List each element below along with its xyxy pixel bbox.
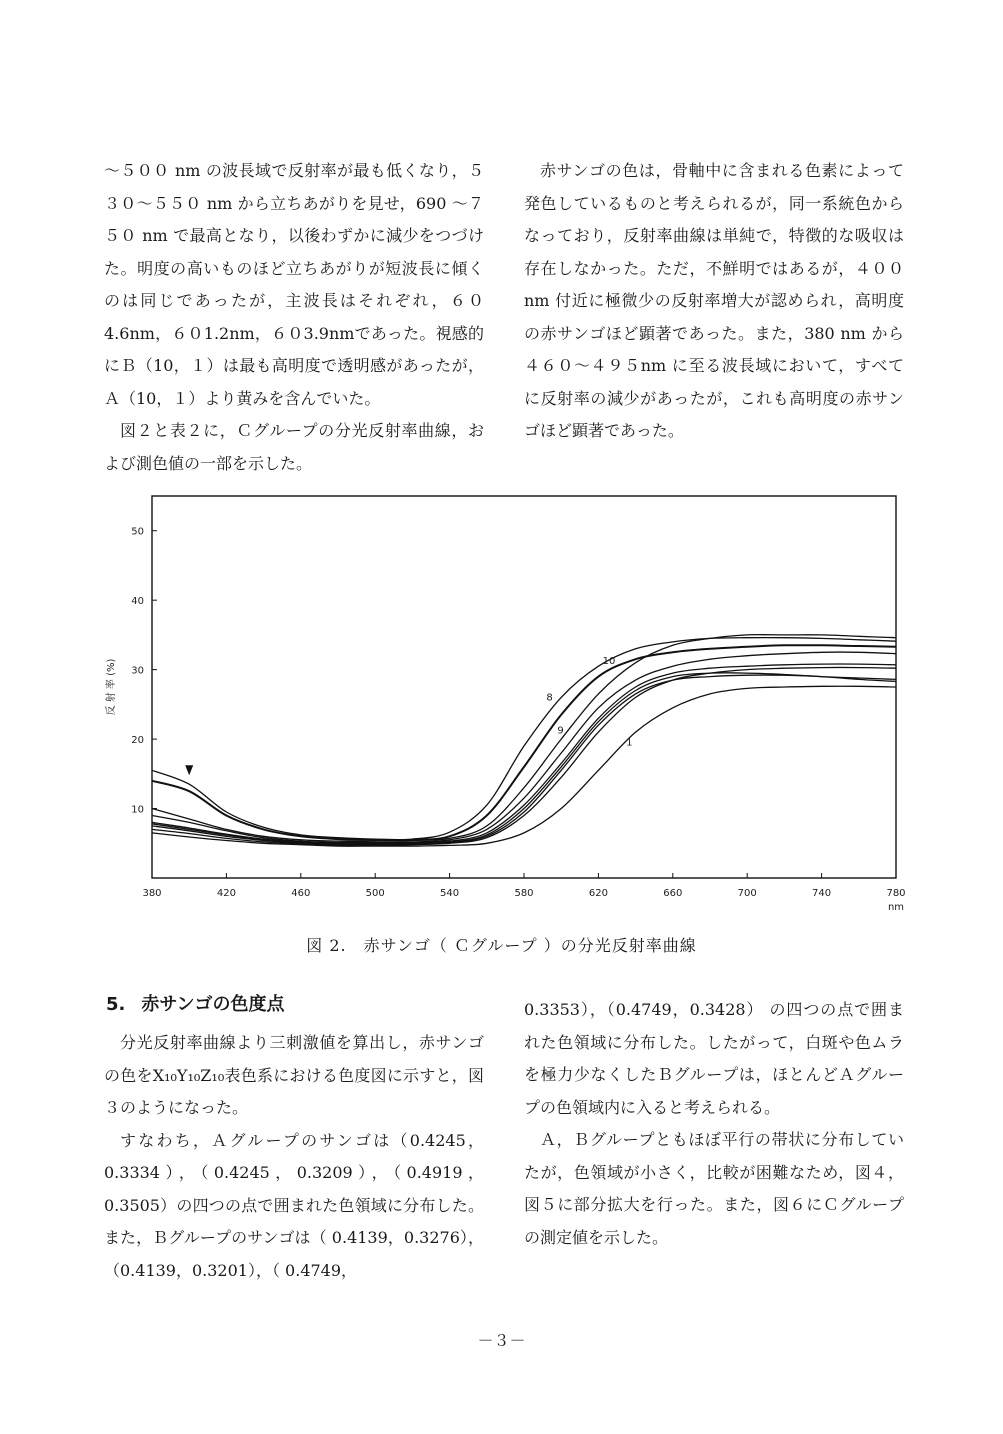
body-column-top-left [104, 155, 484, 480]
paragraph: 赤サンゴの色は，骨軸中に含まれる色素によって発色しているものと考えられるが，同一系統色からなっており，反射率曲線は単純で，特徴的な吸収は存在しなかった。ただ，不鮮明ではあるが，４００nm 付近に極微少の反射率増大が認められ，高明度の赤サンゴほど顕著であった。また，380 nm から４６０〜４９５nm に至る波長域において，すべてに反射率の減少があったが，これも高明度の赤サンゴほど顕著であった。 [524, 161, 904, 440]
series-line [152, 667, 896, 845]
series-line [152, 673, 896, 844]
page-number: －３－ [477, 1331, 526, 1350]
series-line [152, 635, 896, 842]
x-tick-label: 500 [365, 888, 385, 899]
x-tick-label: 540 [440, 888, 460, 899]
paragraph: Ａ，Ｂグループともほぼ平行の帯状に分布していたが，色領域が小さく，比較が困難なため，図４，図５に部分拡大を行った。また，図６にＣグループの測定値を示した。 [524, 1130, 904, 1247]
paragraph: 〜５００ nm の波長域で反射率が最も低くなり，５３０〜５５０ nm から立ちあがりを見せ，690 〜７５０ nm で最高となり，以後わずかに減少をつづけた。明度の高いものほど立ちあがりが短波長に傾くのは同じであったが，主波長はそれぞれ，６０4.6nm，６０1.2nm，６０3.9nmであった。視感的にＢ（10，１）は最も高明度で透明感があったが，Ａ（10，１）より黄みを含んでいた。 [104, 161, 484, 408]
x-tick-label: 380 [142, 888, 162, 899]
paragraph: 0.3353），（0.4749，0.3428） の四つの点で囲まれた色領域に分布した。したがって，白斑や色ムラを極力少なくしたＢグループは，ほとんどＡグループの色領域内に入ると考えられる。 [524, 1000, 904, 1117]
body-column-bottom-right [524, 994, 904, 1254]
y-tick-label: 40 [131, 596, 144, 608]
series-label: 9 [557, 725, 564, 737]
arrow-marker-icon [185, 765, 193, 775]
series-label: 1 [626, 737, 633, 749]
y-axis-label: 反 射 率 (%) [106, 658, 117, 716]
chart-svg [96, 490, 916, 935]
figure-caption: 図 2. 赤サンゴ（ Ｃグループ ）の分光反射率曲線 [306, 936, 697, 955]
series-label: 8 [546, 692, 553, 704]
x-tick-label: 460 [291, 888, 311, 899]
series-line [152, 664, 896, 843]
y-tick-label: 50 [131, 526, 144, 538]
x-tick-label: 420 [216, 888, 236, 899]
section-number: 5. [106, 994, 126, 1015]
y-tick-label: 30 [131, 665, 144, 677]
section-heading [106, 990, 284, 1016]
x-tick-label: 780 [886, 888, 906, 899]
x-axis-unit: nm [887, 902, 905, 913]
body-column-top-right [524, 155, 904, 448]
figure-2-reflectance-chart [96, 490, 916, 935]
x-tick-label: 740 [812, 888, 832, 899]
section-title: 赤サンゴの色度点 [141, 994, 285, 1015]
y-tick-label: 10 [131, 804, 144, 816]
body-column-bottom-left [104, 1027, 484, 1287]
paragraph: すなわち，Ａグループのサンゴは（0.4245，0.3334），（0.4245，0.3209），（0.4919，0.3505）の四つの点で囲まれた色領域に分布した。また，Ｂグループのサンゴは（ 0.4139，0.3276），（0.4139，0.3201），（ 0.4749， [104, 1130, 484, 1280]
paragraph: 分光反射率曲線より三刺激値を算出し，赤サンゴの色をX₁₀Y₁₀Z₁₀表色系における色度図に示すと，図３のようになった。 [104, 1033, 484, 1117]
x-tick-label: 700 [737, 888, 757, 899]
x-tick-label: 660 [663, 888, 683, 899]
series-line [152, 675, 896, 845]
x-tick-label: 620 [588, 888, 608, 899]
paragraph: 図２と表２に，Ｃグループの分光反射率曲線，および測色値の一部を示した。 [104, 421, 484, 473]
series-label: 10 [602, 655, 616, 667]
x-tick-label: 580 [514, 888, 534, 899]
series-line [152, 652, 896, 843]
y-tick-label: 20 [131, 735, 144, 747]
